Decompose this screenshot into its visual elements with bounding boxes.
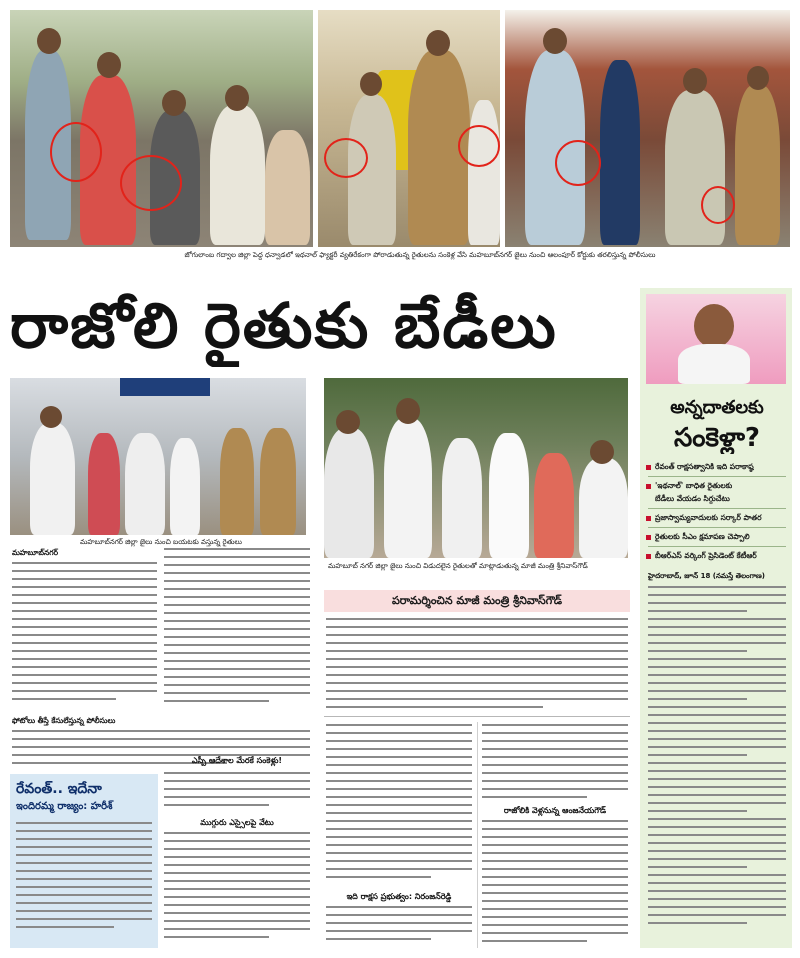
- handcuff-highlight-circle: [50, 122, 102, 182]
- right-mid-body-4: [326, 906, 472, 948]
- bullet-marker-icon: [646, 554, 651, 559]
- subheading-si-suspension: ముగ్గురు ఎస్సైలపై వేటు: [200, 818, 274, 827]
- photo-jail-exit: [10, 378, 306, 535]
- left-column-body-2: [164, 548, 310, 712]
- sidebar-dateline: హైదరాబాద్, జూన్ 18 (నమస్తే తెలంగాణ): [648, 572, 766, 580]
- mid-left-photo-caption: మహబూబ్‌నగర్ జిల్లా జైలు నుంచి బయటకు వస్తున్న రైతులు: [80, 538, 242, 546]
- sidebar-bullet: రేవంత్ రాక్షసత్వానికి ఇది పరాకాష్ఠ: [646, 460, 788, 474]
- divider: [648, 476, 786, 477]
- srinivas-goud-title-box: [324, 590, 630, 612]
- bullet-marker-icon: [646, 484, 651, 489]
- photo-ex-minister-with-farmers: [324, 378, 628, 558]
- subheading-anjaneya-goud: రాజోలికి వెళ్లనున్న ఆంజనేయగౌడ్: [503, 806, 607, 815]
- handcuff-highlight-circle: [701, 186, 735, 224]
- sidebar-bullet: రైతులకు సీఎం క్షమాపణ చెప్పాలి: [646, 530, 788, 544]
- photo-farmers-escorted-left: [10, 10, 313, 247]
- column-divider: [477, 722, 478, 948]
- harish-quote-box: [10, 774, 158, 948]
- handcuff-highlight-circle: [555, 140, 601, 186]
- divider: [648, 546, 786, 547]
- blue-box-body: [16, 822, 152, 942]
- mid-left-column-body: [164, 772, 310, 814]
- divider: [648, 527, 786, 528]
- sidebar-bullet: బేడీలు వేయడం సిగ్గుచేటు: [655, 493, 730, 503]
- pink-section-body: [326, 618, 628, 712]
- subheading-photo-cases: ఫోటోలు తీస్తే కేసులేస్తున్న పోలీసులు: [12, 716, 116, 725]
- handcuff-highlight-circle: [120, 155, 182, 211]
- right-mid-body-1: [326, 724, 472, 888]
- sidebar-bullet: ప్రజాస్వామ్యవాదులకు సర్కార్ పాతర: [646, 511, 788, 525]
- dateline-left: మహబూబ్‌నగర్: [12, 548, 59, 557]
- bullet-marker-icon: [646, 465, 651, 470]
- subheading-niranjan-reddy: ఇది రాక్షస ప్రభుత్వం: నిరంజన్‌రెడ్డి: [346, 892, 452, 901]
- blue-box-title-1: రేవంత్.. ఇదేనా: [16, 781, 102, 797]
- handcuff-highlight-circle: [458, 125, 500, 167]
- divider: [648, 508, 786, 509]
- ktr-photo: [646, 294, 786, 384]
- ktr-sidebar: [640, 288, 792, 948]
- mid-left-column-body-2: [164, 832, 310, 948]
- bullet-marker-icon: [646, 516, 651, 521]
- left-column-body: [12, 562, 157, 712]
- bullet-marker-icon: [646, 535, 651, 540]
- subheading-sp-orders: ఎస్పీ ఆదేశాల మేరకే సంకెళ్లు!: [191, 756, 283, 765]
- divider: [324, 716, 630, 717]
- sidebar-title-line1: అన్నదాతలకు: [670, 397, 764, 418]
- handcuff-highlight-circle: [324, 138, 368, 178]
- sidebar-body-text: [648, 586, 786, 938]
- sidebar-bullet: 'ఇథనాల్' బాధిత రైతులకు: [646, 479, 788, 493]
- right-mid-body-2: [482, 724, 628, 802]
- mid-right-photo-caption: మహబూబ్ నగర్ జిల్లా జైలు నుంచి విడుదలైన రైతులతో మాట్లాడుతున్న మాజీ మంత్రి శ్రీనివాస్‌గౌడ్: [328, 562, 588, 570]
- main-headline: రాజోలి రైతుకు బేడీలు: [10, 289, 558, 362]
- right-mid-body-3: [482, 820, 628, 948]
- pink-box-title: పరామర్శించిన మాజీ మంత్రి శ్రీనివాస్‌గౌడ్: [391, 594, 563, 607]
- photo-police-escort-middle: [318, 10, 500, 247]
- blue-box-title-2: ఇందిరమ్మ రాజ్యం: హరీశ్: [16, 801, 113, 812]
- sidebar-bullet: బీఆర్‌ఎస్ వర్కింగ్ ప్రెసిడెంట్ కేటీఆర్: [646, 549, 788, 563]
- photo-farmers-police-right: [505, 10, 790, 247]
- sidebar-title-line2: సంకెళ్లా?: [673, 423, 761, 453]
- top-photos-caption: జోగులాంబ గద్వాల జిల్లా పెద్ద ధన్వాడలో ఇథనాల్ ఫ్యాక్టరీ వ్యతిరేకంగా పోరాడుతున్న రైతులను సంకెళ్ల వేసి మహబూబ్‌నగర్ జైలు నుంచి ఆలంపూర్ కోర్టుకు తరలిస్తున్న పోలీసులు: [184, 251, 656, 259]
